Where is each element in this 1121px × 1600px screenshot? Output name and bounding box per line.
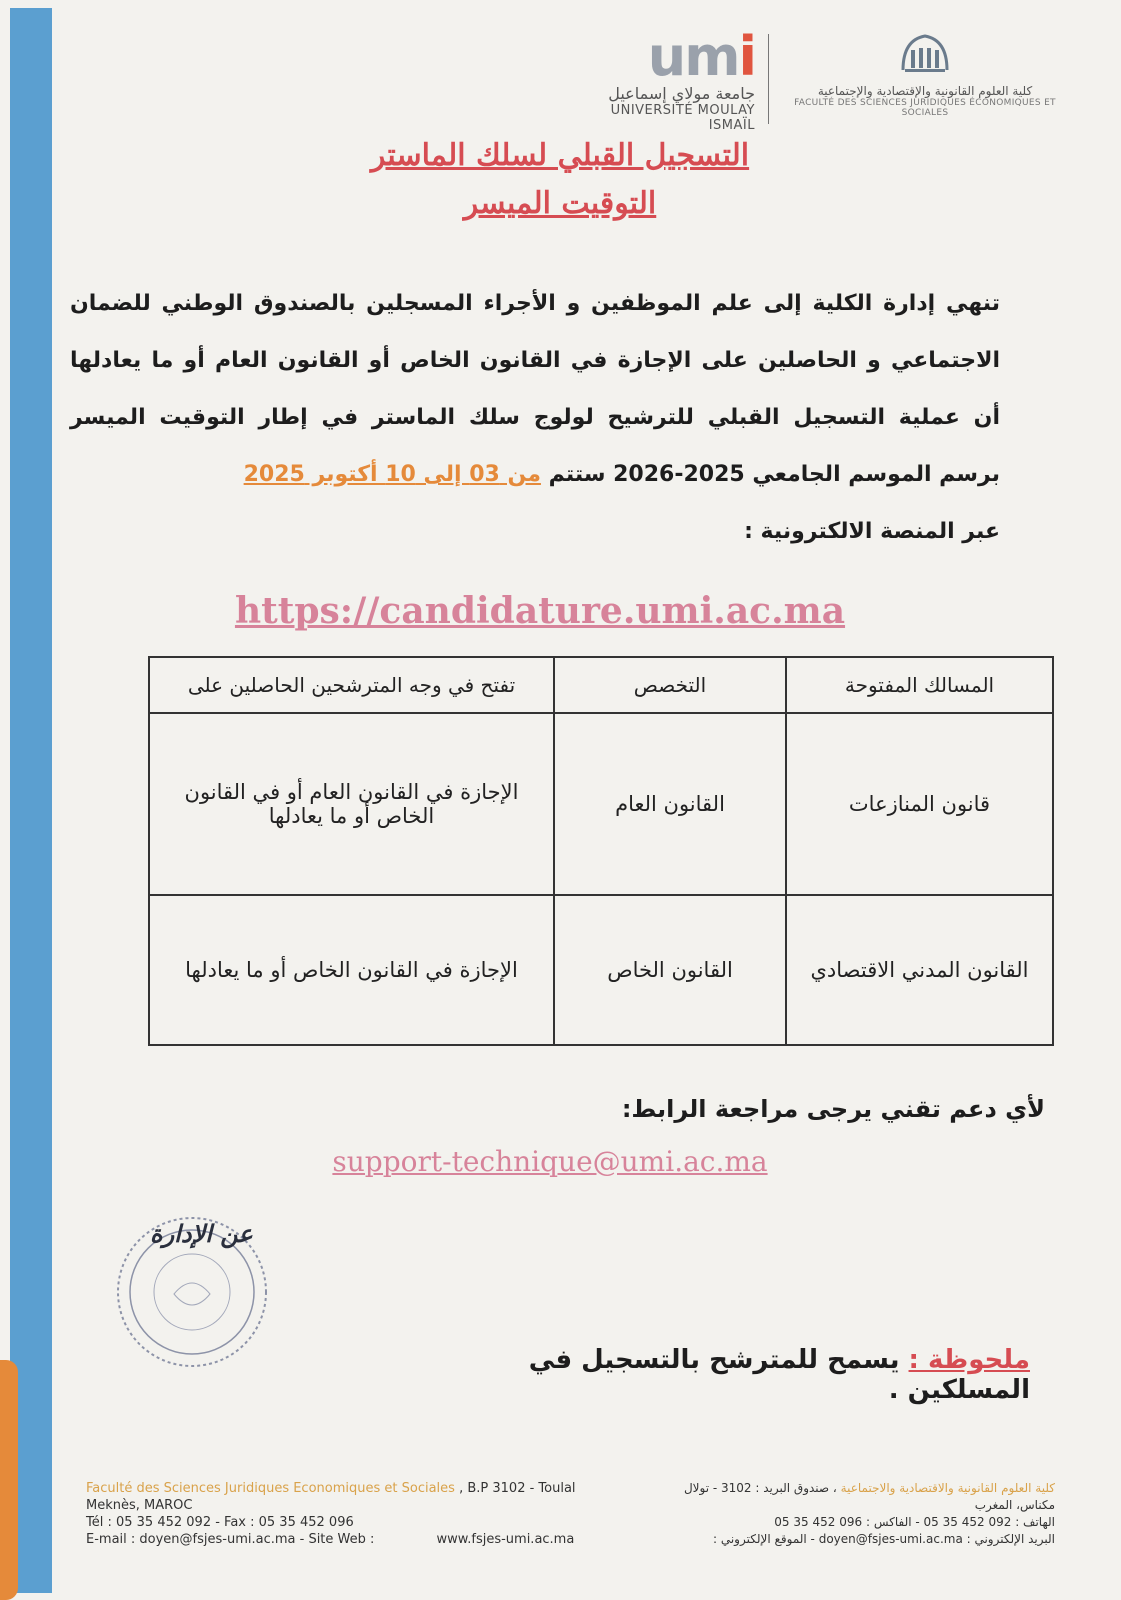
registration-date-range: من 03 إلى 10 أكتوبر 2025 bbox=[243, 462, 541, 487]
footer-faculty-name-ar: كلية العلوم القانونية والاقتصادية والاجتماعية bbox=[840, 1481, 1055, 1495]
footer-phone: Tél : 05 35 452 092 - Fax : 05 35 452 096 bbox=[86, 1515, 354, 1530]
footer-city-ar: مكناس، المغرب bbox=[974, 1498, 1055, 1512]
track-cell: القانون المدني الاقتصادي bbox=[786, 895, 1053, 1045]
footer-french bbox=[86, 1480, 626, 1548]
title-line-1: التسجيل القبلي لسلك الماستر bbox=[370, 138, 750, 173]
umi-logo-word: umi bbox=[647, 25, 755, 88]
footer-email-ar: البريد الإلكتروني : doyen@fsjes-umi.ac.ma - الموقع الإلكتروني : bbox=[712, 1532, 1055, 1546]
note-label: ملحوظة : bbox=[908, 1345, 1030, 1375]
platform-label: عبر المنصة الالكترونية : bbox=[744, 519, 1000, 544]
footer-address-line-ar bbox=[600, 1480, 1055, 1497]
eligibility-cell: الإجازة في القانون الخاص أو ما يعادلها bbox=[149, 895, 554, 1045]
signature-text: عن الإدارة bbox=[150, 1220, 253, 1248]
faculty-name-arabic: كلية العلوم القانونية والإقتصادية والإجتماعية bbox=[817, 84, 1033, 98]
footer-address-line bbox=[86, 1480, 626, 1497]
footer-phone-ar: الهاتف : 092 452 35 05 - الفاكس : 096 452 35 05 bbox=[774, 1515, 1055, 1529]
table-row bbox=[149, 895, 1053, 1045]
table-row bbox=[149, 713, 1053, 895]
track-cell: قانون المنازعات bbox=[786, 713, 1053, 895]
registration-url-link[interactable]: https://candidature.umi.ac.ma bbox=[234, 590, 846, 632]
header-eligibility: تفتح في وجه المترشحين الحاصلين على bbox=[149, 657, 554, 713]
eligibility-cell: الإجازة في القانون العام أو في القانون الخاص أو ما يعادلها bbox=[149, 713, 554, 895]
umi-name-arabic: جامعة مولاي إسماعيل bbox=[608, 84, 755, 103]
side-decoration-accent bbox=[0, 1360, 18, 1600]
announcement-text: تنهي إدارة الكلية إلى علم الموظفين و الأجراء المسجلين بالصندوق الوطني للضمان الاجتماعي و الحاصلين على الإجازة في القانون الخاص أو القانون العام أو ما يعادلها أن عملية التسجيل القبلي للترشيح لولوج سلك الماستر في إطار التوقيت الميسر برسم الموسم الجامعي 2025-2026 ستتم bbox=[70, 291, 1000, 487]
faculty-logo bbox=[785, 30, 1065, 130]
table-header-row bbox=[149, 657, 1053, 713]
footer-website[interactable]: www.fsjes-umi.ac.ma bbox=[436, 1532, 575, 1547]
announcement-paragraph bbox=[70, 275, 1000, 560]
faculty-emblem-icon bbox=[897, 30, 953, 76]
title-line-2: التوقيت الميسر bbox=[463, 186, 657, 221]
footer-faculty-name: Faculté des Sciences Juridiques Economiques et Sociales bbox=[86, 1481, 455, 1496]
footer-po-box-ar: ، صندوق البريد : 3102 - تولال bbox=[683, 1481, 837, 1495]
footer-city: Meknès, MAROC bbox=[86, 1498, 193, 1513]
footer-email: E-mail : doyen@fsjes-umi.ac.ma - Site Web : bbox=[86, 1532, 375, 1547]
note-text: يسمح للمترشح بالتسجيل في المسلكين . bbox=[528, 1345, 1030, 1405]
specialty-cell: القانون العام bbox=[554, 713, 786, 895]
header-specialty: التخصص bbox=[554, 657, 786, 713]
footer-contact-line bbox=[86, 1531, 626, 1548]
support-email-link[interactable]: support-technique@umi.ac.ma bbox=[332, 1145, 768, 1178]
specialty-cell: القانون الخاص bbox=[554, 895, 786, 1045]
footer-arabic bbox=[600, 1480, 1055, 1548]
header-divider bbox=[768, 34, 769, 124]
side-decoration-bar bbox=[10, 8, 52, 1593]
note bbox=[430, 1345, 1030, 1405]
programs-table bbox=[148, 656, 1054, 1046]
header-tracks: المسالك المفتوحة bbox=[786, 657, 1053, 713]
umi-logo bbox=[565, 25, 755, 133]
umi-name-french: UNIVERSITÉ MOULAY ISMAÏL bbox=[610, 103, 755, 133]
faculty-name-french: FACULTÉ DES SCIENCES JURIDIQUES ÉCONOMIQUES ET SOCIALES bbox=[794, 98, 1056, 118]
support-label: لأي دعم تقني يرجى مراجعة الرابط: bbox=[621, 1095, 1045, 1123]
footer-po-box: , B.P 3102 - Toulal bbox=[459, 1481, 576, 1496]
